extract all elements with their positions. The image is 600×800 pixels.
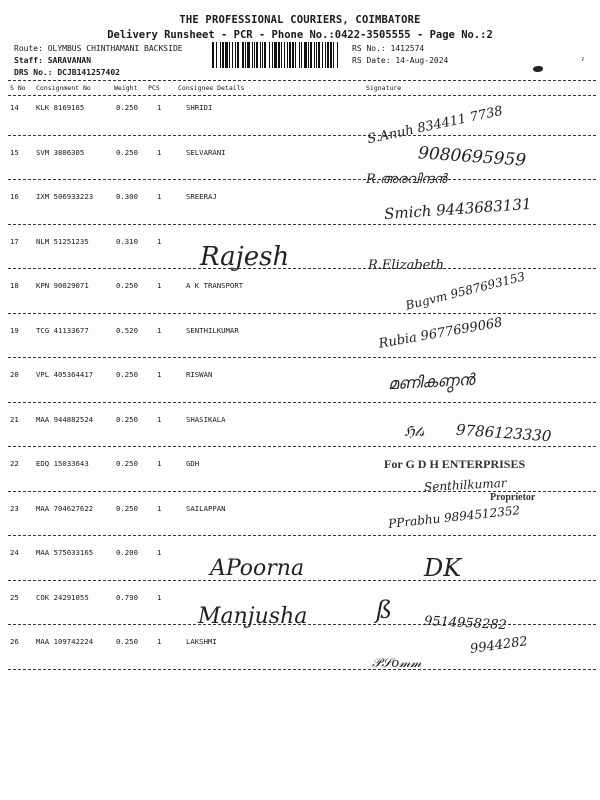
rs-date: RS Date: 14-Aug-2024 — [352, 56, 449, 65]
col-weight: Weight — [114, 84, 138, 92]
row-pcs: 1 — [157, 503, 162, 513]
row-sno: 22 — [10, 459, 19, 468]
rs-number: RS No.: 1412574 — [352, 44, 425, 53]
row-consignment-no: EDQ 15033643 — [36, 459, 89, 468]
row-consignee: RISWAN — [186, 370, 213, 379]
barcode-bar — [260, 42, 261, 68]
barcode-bar — [262, 42, 263, 68]
staff-label: Staff: SARAVANAN — [14, 56, 92, 65]
col-sno: S No — [10, 84, 26, 92]
barcode-image — [212, 42, 340, 68]
barcode-bar — [232, 42, 233, 68]
barcode-bar — [281, 42, 282, 68]
row-consignment-no: MAA 704627622 — [36, 503, 94, 513]
barcode-bar — [322, 42, 323, 68]
row-pcs: 1 — [157, 459, 162, 468]
row-consignment-no: MAA 109742224 — [36, 637, 94, 646]
signature-23: PPrabhu 9894512352 — [387, 503, 521, 531]
barcode-bar — [314, 42, 315, 68]
header-bottom-rule — [8, 95, 596, 96]
row-consignee: SHASIKALA — [186, 414, 226, 424]
row-sno: 25 — [10, 592, 19, 602]
row-sno: 19 — [10, 325, 19, 335]
row-consignment-no: VPL 405364417 — [36, 370, 94, 379]
barcode-bar — [264, 42, 266, 68]
col-signature: Signature — [366, 84, 402, 92]
barcode-bar — [304, 42, 307, 68]
signature-24: DK — [424, 554, 462, 582]
row-sno: 15 — [10, 147, 19, 157]
row-weight: 0.250 — [116, 637, 138, 646]
row-consignee: LAKSHMI — [186, 637, 217, 646]
runsheet-title: Delivery Runsheet - PCR - Phone No.:0422-3505555 - Page No.:2 — [107, 29, 493, 41]
barcode-bar — [316, 42, 317, 68]
row-pcs: 1 — [157, 192, 162, 201]
signature-26: 9944282 — [469, 634, 529, 657]
row-sno: 18 — [10, 281, 19, 290]
barcode-bar — [245, 42, 246, 68]
signature-25-mark: ß — [376, 596, 393, 624]
signature-19: Rubia 9677699068 — [377, 315, 504, 352]
signature-26-mark: 𝒫𝒮𝑜𝓂𝓂 — [372, 656, 422, 671]
row-separator — [8, 313, 596, 314]
phone-15: 9080695959 — [417, 143, 527, 171]
row-consignment-no: MAA 575033165 — [36, 548, 94, 557]
signature-15: R.അരവിന്ദൻ — [366, 172, 447, 187]
barcode-bar — [337, 42, 338, 68]
row-sno: 14 — [10, 103, 19, 112]
barcode-bar — [289, 42, 291, 68]
signature-20: മണികണ്ഠൻ — [387, 369, 475, 394]
barcode-bar — [295, 42, 296, 68]
row-pcs: 1 — [157, 325, 162, 335]
row-consignment-no: NLM 51251235 — [36, 236, 89, 246]
barcode-bar — [216, 42, 217, 68]
row-sno: 16 — [10, 192, 19, 201]
barcode-bar — [212, 42, 214, 68]
row-consignee: SREERAJ — [186, 192, 217, 201]
row-consignee: GDH — [186, 459, 200, 468]
row-sno: 21 — [10, 414, 19, 424]
row-sno: 17 — [10, 236, 19, 246]
barcode-bar — [242, 42, 244, 68]
row-sno: 24 — [10, 548, 19, 557]
barcode-bar — [278, 42, 280, 68]
barcode-bar — [301, 42, 302, 68]
row-separator — [8, 179, 596, 180]
barcode-bar — [308, 42, 309, 68]
row-separator — [8, 135, 596, 136]
barcode-bar — [225, 42, 228, 68]
row-pcs: 1 — [157, 147, 162, 157]
row-weight: 0.250 — [116, 147, 138, 157]
barcode-bar — [222, 42, 224, 68]
row-consignment-no: TCG 41133677 — [36, 325, 89, 335]
barcode-bar — [310, 42, 312, 68]
signature-21-mark: ℌ𝓉𝓈 — [404, 424, 425, 440]
row-separator — [8, 669, 596, 670]
barcode-bar — [254, 42, 255, 68]
signature-16: Smich 9443683131 — [383, 194, 533, 224]
signature-14: S.Anuh 834411 7738 — [365, 103, 505, 148]
row-consignment-no: SVM 3806305 — [36, 147, 85, 157]
row-pcs: 1 — [157, 103, 162, 112]
drs-number: DRS No.: DCJB141257402 — [14, 68, 120, 77]
barcode-bar — [256, 42, 258, 68]
company-title: THE PROFESSIONAL COURIERS, COIMBATORE — [179, 14, 421, 26]
ink-mark — [533, 66, 543, 72]
barcode-bar — [252, 42, 253, 68]
barcode-bar — [287, 42, 288, 68]
barcode-bar — [220, 42, 221, 68]
row-pcs: 1 — [157, 281, 162, 290]
barcode-bar — [237, 42, 239, 68]
row-consignee: SELVARANI — [186, 147, 226, 157]
row-consignee: SHRIDI — [186, 103, 213, 112]
row-weight: 0.310 — [116, 236, 138, 246]
row-pcs: 1 — [157, 637, 162, 646]
barcode-bar — [292, 42, 294, 68]
col-pcs: PCS — [148, 84, 160, 92]
row-pcs: 1 — [157, 414, 162, 424]
route-label: Route: OLYMBUS CHINTHAMANI BACKSIDE — [14, 44, 183, 53]
row-weight: 0.200 — [116, 548, 138, 557]
row-sno: 20 — [10, 370, 19, 379]
row-separator — [8, 402, 596, 403]
row-consignment-no: KPN 90029071 — [36, 281, 89, 290]
row-pcs: 1 — [157, 236, 162, 246]
barcode-bar — [235, 42, 236, 68]
barcode-bar — [272, 42, 273, 68]
row-pcs: 1 — [157, 370, 162, 379]
row-separator — [8, 224, 596, 225]
consignee-25-handwritten: Manjusha — [198, 604, 308, 629]
row-weight: 0.250 — [116, 103, 138, 112]
row-weight: 0.250 — [116, 281, 138, 290]
row-separator — [8, 357, 596, 358]
row-consignee: SAILAPPAN — [186, 503, 226, 513]
barcode-bar — [284, 42, 285, 68]
barcode-bar — [247, 42, 250, 68]
col-consignment: Consignment No — [36, 84, 91, 92]
row-consignee: A K TRANSPORT — [186, 281, 244, 290]
row-weight: 0.250 — [116, 503, 138, 513]
barcode-bar — [269, 42, 270, 68]
row-consignment-no: MAA 944882524 — [36, 414, 94, 424]
row-separator — [8, 535, 596, 536]
row-weight: 0.250 — [116, 459, 138, 468]
row-weight: 0.790 — [116, 592, 138, 602]
signature-21: 9786123330 — [455, 420, 552, 446]
row-sno: 23 — [10, 503, 19, 513]
row-consignment-no: IXM 506933223 — [36, 192, 94, 201]
row-consignment-no: KLK 8169165 — [36, 103, 85, 112]
barcode-bar — [299, 42, 300, 68]
consignee-17-handwritten: Rajesh — [200, 242, 290, 272]
signature-18: Bugvm 9587693153 — [404, 269, 527, 313]
stamp-proprietor: Proprietor — [490, 492, 536, 503]
row-weight: 0.250 — [116, 414, 138, 424]
signature-22: Senthilkumar — [423, 475, 507, 495]
barcode-bar — [274, 42, 277, 68]
col-consignee: Consignee Details — [178, 84, 245, 92]
stamp-enterprise: For G D H ENTERPRISES — [384, 457, 526, 471]
barcode-bar — [229, 42, 230, 68]
pen-mark: ˀ — [580, 58, 586, 68]
signature-17: R.Elizabeth — [368, 258, 444, 273]
barcode-bar — [333, 42, 334, 68]
row-separator — [8, 446, 596, 447]
barcode-bar — [325, 42, 326, 68]
signature-25: 9514958282 — [423, 613, 508, 634]
row-consignee: SENTHILKUMAR — [186, 325, 239, 335]
row-sno: 26 — [10, 637, 19, 646]
row-pcs: 1 — [157, 592, 162, 602]
row-weight: 0.300 — [116, 192, 138, 201]
row-separator — [8, 268, 596, 269]
row-weight: 0.250 — [116, 370, 138, 379]
barcode-bar — [330, 42, 332, 68]
consignee-24-handwritten: APoorna — [210, 556, 305, 581]
row-consignment-no: COK 24291055 — [36, 592, 89, 602]
header-top-rule — [8, 80, 596, 81]
barcode-bar — [327, 42, 329, 68]
barcode-bar — [318, 42, 320, 68]
row-pcs: 1 — [157, 548, 162, 557]
row-weight: 0.520 — [116, 325, 138, 335]
